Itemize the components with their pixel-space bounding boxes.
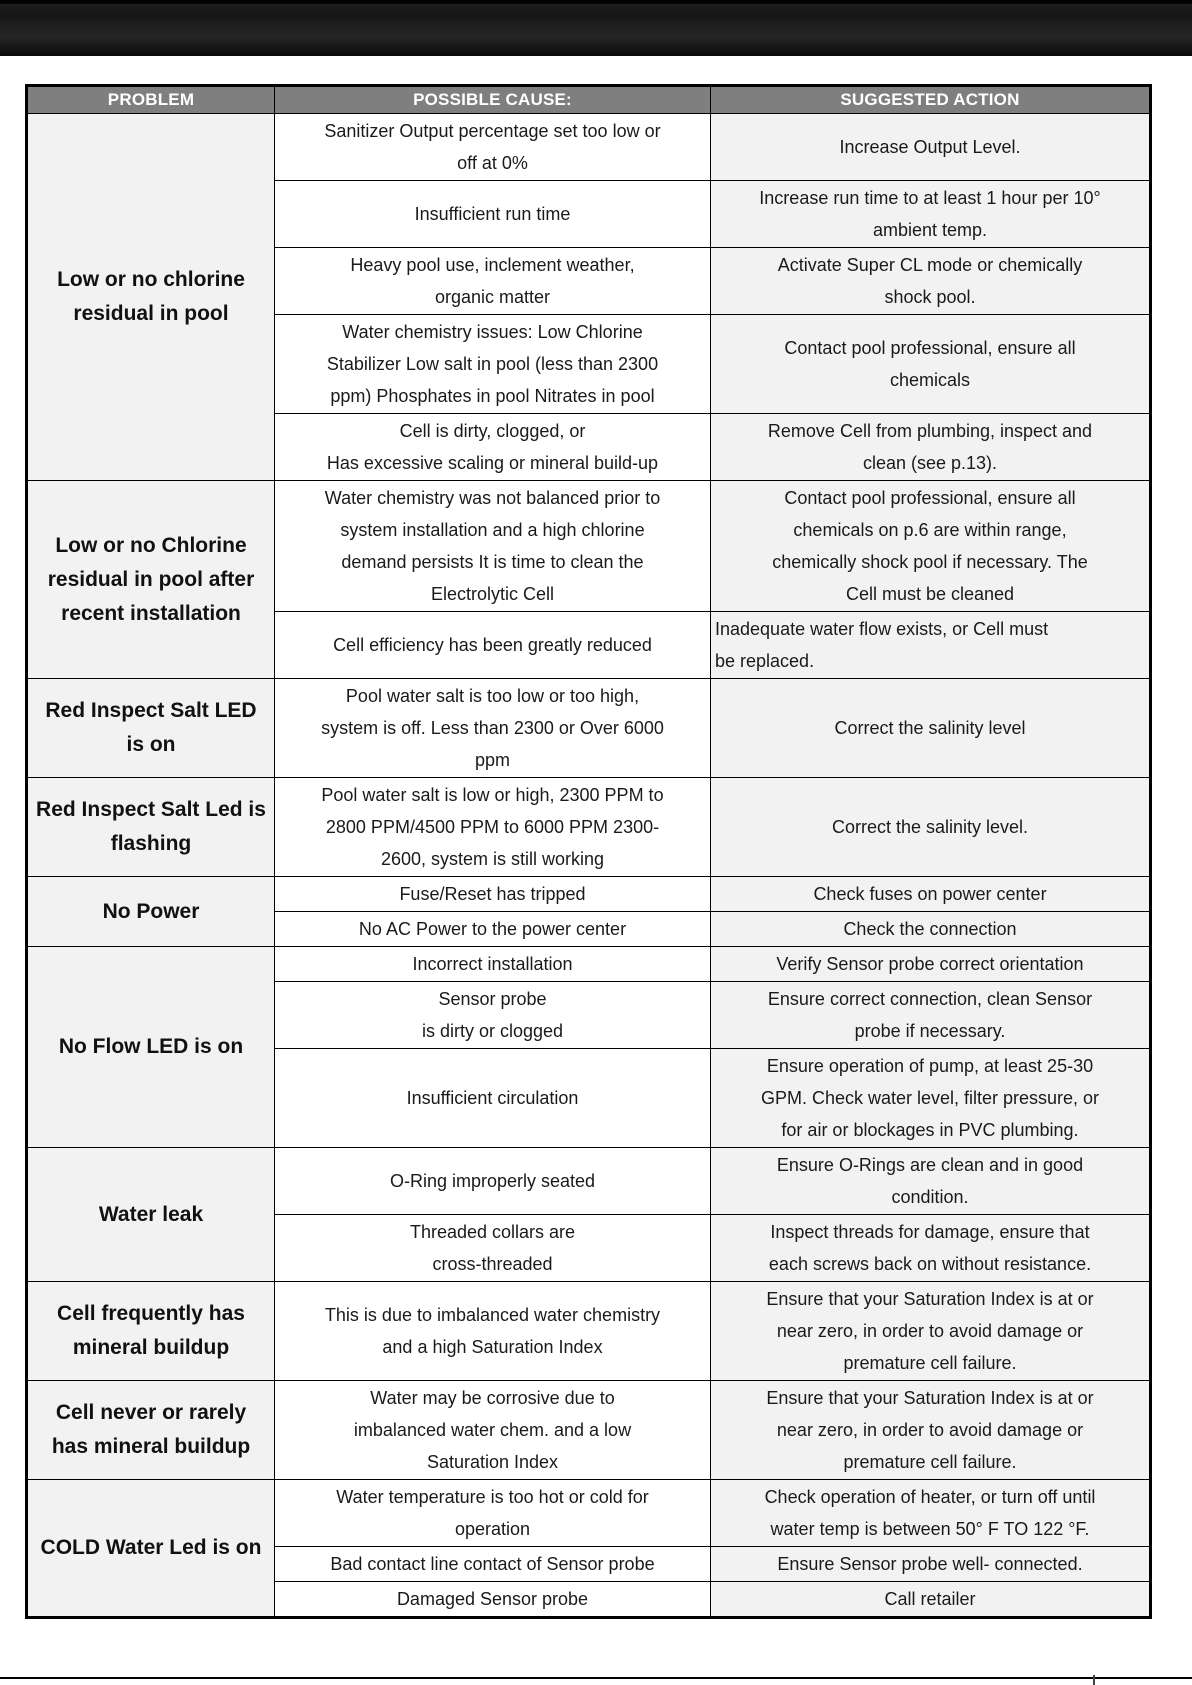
possible-cause-text: Cell efficiency has been greatly reduced bbox=[333, 635, 652, 655]
possible-cause-cell bbox=[275, 1049, 711, 1148]
table-row bbox=[27, 679, 1151, 778]
suggested-action-cell bbox=[711, 315, 1151, 414]
possible-cause-text: Incorrect installation bbox=[412, 954, 573, 974]
possible-cause-text: Fuse/Reset has tripped bbox=[399, 884, 586, 904]
table-row bbox=[27, 947, 1151, 982]
table-row bbox=[27, 114, 1151, 181]
possible-cause-text: Sensor probe is dirty or clogged bbox=[421, 989, 564, 1041]
suggested-action-text: Contact pool professional, ensure all chemicals on p.6 are within range, chemically shock pool if necessary. The Cell must be cleaned bbox=[772, 488, 1088, 604]
possible-cause-cell bbox=[275, 1381, 711, 1480]
top-banner bbox=[0, 0, 1192, 56]
possible-cause-cell bbox=[275, 877, 711, 912]
problem-cell bbox=[27, 1381, 275, 1480]
suggested-action-cell bbox=[711, 114, 1151, 181]
suggested-action-cell bbox=[711, 1049, 1151, 1148]
problem-cell bbox=[27, 481, 275, 679]
possible-cause-cell bbox=[275, 315, 711, 414]
possible-cause-cell bbox=[275, 1148, 711, 1215]
possible-cause-text: This is due to imbalanced water chemistry and a high Saturation Index bbox=[324, 1305, 661, 1357]
problem-cell bbox=[27, 679, 275, 778]
suggested-action-cell bbox=[711, 947, 1151, 982]
suggested-action-cell bbox=[711, 481, 1151, 612]
suggested-action-cell bbox=[711, 1381, 1151, 1480]
problem-text: Red Inspect Salt Led is flashing bbox=[36, 798, 266, 855]
table-row bbox=[27, 1381, 1151, 1480]
table-row bbox=[27, 877, 1151, 912]
problem-text: Cell never or rarely has mineral buildup bbox=[51, 1401, 251, 1458]
suggested-action-cell bbox=[711, 612, 1151, 679]
possible-cause-cell bbox=[275, 114, 711, 181]
suggested-action-cell bbox=[711, 982, 1151, 1049]
suggested-action-text: Remove Cell from plumbing, inspect and clean (see p.13). bbox=[767, 421, 1093, 473]
suggested-action-text: Ensure correct connection, clean Sensor probe if necessary. bbox=[767, 989, 1093, 1041]
suggested-action-cell bbox=[711, 181, 1151, 248]
problem-cell bbox=[27, 947, 275, 1148]
suggested-action-text: Ensure that your Saturation Index is at or near zero, in order to avoid damage or premature cell failure. bbox=[766, 1289, 1094, 1373]
possible-cause-cell bbox=[275, 947, 711, 982]
problem-cell bbox=[27, 1148, 275, 1282]
problem-text: Cell frequently has mineral buildup bbox=[57, 1302, 245, 1359]
possible-cause-text: O-Ring improperly seated bbox=[389, 1171, 596, 1191]
suggested-action-text: Contact pool professional, ensure all chemicals bbox=[784, 338, 1076, 390]
problem-text: Water leak bbox=[98, 1202, 204, 1226]
possible-cause-text: Bad contact line contact of Sensor probe bbox=[330, 1554, 655, 1574]
problem-text: Red Inspect Salt LED is on bbox=[45, 699, 257, 756]
possible-cause-cell bbox=[275, 1282, 711, 1381]
bottom-rule bbox=[0, 1677, 1192, 1679]
problem-cell bbox=[27, 1282, 275, 1381]
possible-cause-cell bbox=[275, 181, 711, 248]
possible-cause-text: Heavy pool use, inclement weather, organic matter bbox=[350, 255, 635, 307]
possible-cause-cell bbox=[275, 414, 711, 481]
suggested-action-cell bbox=[711, 778, 1151, 877]
header-problem: PROBLEM bbox=[27, 86, 275, 114]
suggested-action-text: Call retailer bbox=[884, 1589, 976, 1609]
troubleshooting-table bbox=[25, 84, 1152, 1619]
suggested-action-text: Ensure Sensor probe well- connected. bbox=[777, 1554, 1083, 1574]
table-row bbox=[27, 1282, 1151, 1381]
table-row bbox=[27, 1148, 1151, 1215]
suggested-action-cell bbox=[711, 1480, 1151, 1547]
possible-cause-text: Water may be corrosive due to imbalanced water chem. and a low Saturation Index bbox=[353, 1388, 632, 1472]
suggested-action-text: Check operation of heater, or turn off until water temp is between 50° F TO 122 °F. bbox=[764, 1487, 1096, 1539]
problem-cell bbox=[27, 877, 275, 947]
possible-cause-cell bbox=[275, 612, 711, 679]
table-body bbox=[27, 114, 1151, 1618]
possible-cause-cell bbox=[275, 1480, 711, 1547]
possible-cause-text: Sanitizer Output percentage set too low or off at 0% bbox=[324, 121, 661, 173]
possible-cause-cell bbox=[275, 1547, 711, 1582]
suggested-action-cell bbox=[711, 1282, 1151, 1381]
possible-cause-text: Pool water salt is too low or too high, system is off. Less than 2300 or Over 6000 ppm bbox=[321, 686, 664, 770]
suggested-action-cell bbox=[711, 1582, 1151, 1618]
suggested-action-text: Increase Output Level. bbox=[839, 137, 1021, 157]
suggested-action-text: Ensure O-Rings are clean and in good condition. bbox=[776, 1155, 1084, 1207]
problem-text: Low or no chlorine residual in pool bbox=[57, 268, 245, 325]
possible-cause-text: Threaded collars are cross-threaded bbox=[409, 1222, 576, 1274]
possible-cause-cell bbox=[275, 912, 711, 947]
possible-cause-text: Damaged Sensor probe bbox=[396, 1589, 589, 1609]
possible-cause-text: Water temperature is too hot or cold for operation bbox=[336, 1487, 649, 1539]
suggested-action-cell bbox=[711, 1547, 1151, 1582]
problem-text: COLD Water Led is on bbox=[40, 1536, 262, 1559]
possible-cause-cell bbox=[275, 1215, 711, 1282]
problem-text: No Flow LED is on bbox=[58, 1035, 244, 1058]
problem-text: No Power bbox=[102, 899, 200, 923]
table-row bbox=[27, 778, 1151, 877]
bottom-rule-tick bbox=[1093, 1675, 1095, 1685]
suggested-action-cell bbox=[711, 679, 1151, 778]
possible-cause-text: Water chemistry was not balanced prior to system installation and a high chlorine demand persists It is time to clean the Electrolytic Cell bbox=[324, 488, 661, 604]
possible-cause-cell bbox=[275, 481, 711, 612]
table-row bbox=[27, 1480, 1151, 1547]
possible-cause-cell bbox=[275, 982, 711, 1049]
suggested-action-text: Verify Sensor probe correct orientation bbox=[776, 954, 1084, 974]
suggested-action-cell bbox=[711, 1215, 1151, 1282]
possible-cause-cell bbox=[275, 778, 711, 877]
suggested-action-text: Activate Super CL mode or chemically shock pool. bbox=[777, 255, 1083, 307]
possible-cause-cell bbox=[275, 679, 711, 778]
suggested-action-text: Correct the salinity level. bbox=[831, 817, 1029, 837]
possible-cause-text: Cell is dirty, clogged, or Has excessive scaling or mineral build-up bbox=[326, 421, 659, 473]
possible-cause-text: Insufficient run time bbox=[414, 204, 571, 224]
problem-cell bbox=[27, 114, 275, 481]
suggested-action-cell bbox=[711, 414, 1151, 481]
table-row bbox=[27, 481, 1151, 612]
suggested-action-text: Correct the salinity level bbox=[834, 718, 1026, 738]
suggested-action-text: Check fuses on power center bbox=[813, 884, 1047, 904]
suggested-action-text: Ensure operation of pump, at least 25-30 GPM. Check water level, filter pressure, or for air or blockages in PVC plumbing. bbox=[760, 1056, 1100, 1140]
possible-cause-text: Pool water salt is low or high, 2300 PPM to 2800 PPM/4500 PPM to 6000 PPM 2300- 2600, system is still working bbox=[321, 785, 664, 869]
problem-text: Low or no Chlorine residual in pool after recent installation bbox=[47, 533, 255, 625]
suggested-action-text: Inspect threads for damage, ensure that each screws back on without resistance. bbox=[768, 1222, 1092, 1274]
suggested-action-text: Check the connection bbox=[843, 919, 1017, 939]
problem-cell bbox=[27, 1480, 275, 1618]
problem-cell bbox=[27, 778, 275, 877]
suggested-action-cell bbox=[711, 877, 1151, 912]
suggested-action-cell bbox=[711, 1148, 1151, 1215]
suggested-action-text: Increase run time to at least 1 hour per 10° ambient temp. bbox=[759, 188, 1101, 240]
possible-cause-text: Water chemistry issues: Low Chlorine Stabilizer Low salt in pool (less than 2300 ppm) Phosphates in pool Nitrates in pool bbox=[326, 322, 659, 406]
header-possible-cause: POSSIBLE CAUSE: bbox=[275, 86, 711, 114]
suggested-action-text: Inadequate water flow exists, or Cell must be replaced. bbox=[715, 619, 1049, 671]
possible-cause-text: No AC Power to the power center bbox=[358, 919, 627, 939]
suggested-action-cell bbox=[711, 248, 1151, 315]
possible-cause-cell bbox=[275, 248, 711, 315]
header-row bbox=[27, 86, 1151, 114]
header-suggested-action: SUGGESTED ACTION bbox=[711, 86, 1151, 114]
possible-cause-cell bbox=[275, 1582, 711, 1618]
suggested-action-text: Ensure that your Saturation Index is at or near zero, in order to avoid damage or premature cell failure. bbox=[766, 1388, 1094, 1472]
suggested-action-cell bbox=[711, 912, 1151, 947]
possible-cause-text: Insufficient circulation bbox=[406, 1088, 579, 1108]
